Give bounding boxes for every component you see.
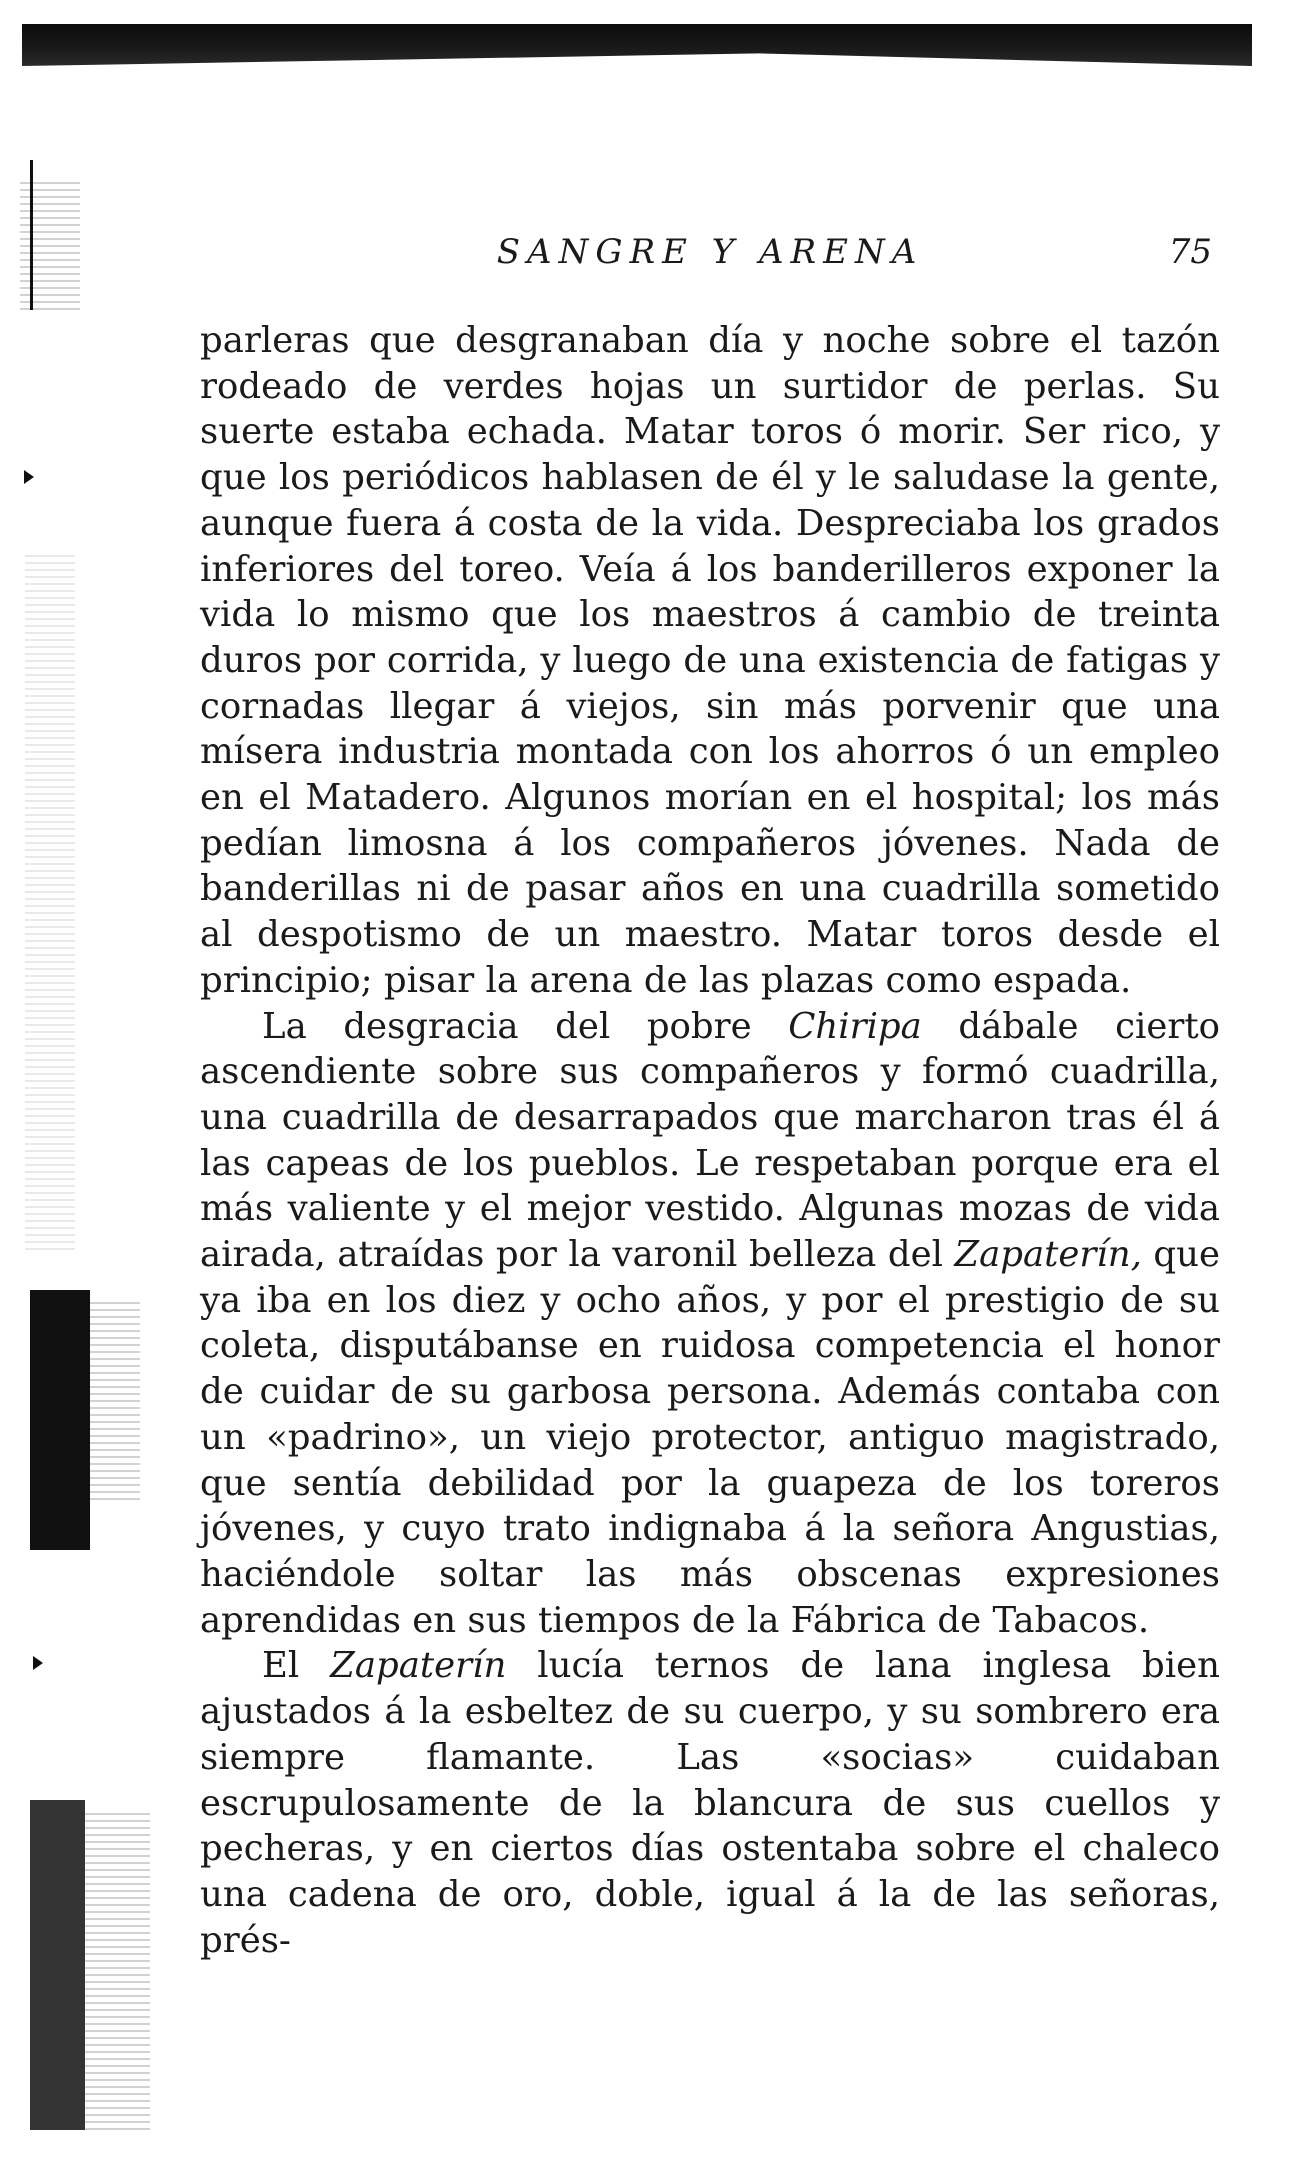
- text-run: que ya iba en los diez y ocho años, y por el prestigio de su coleta, disputábanse en ruidosa competencia el honor de cuidar de su garbosa persona. Además contaba con un «padrino», un viejo protector, antiguo magistrado, que sentía debilidad por la guapeza de los toreros jóvenes, y cuyo trato indignaba á la señora Angustias, haciéndole soltar las más obscenas expresiones aprendidas en sus tiempos de la Fábrica de Tabacos.: [200, 1234, 1220, 1641]
- italic-name: Chiripa: [788, 1005, 922, 1047]
- scan-top-bar: [22, 24, 1252, 66]
- edge-specks: [90, 1300, 140, 1500]
- paragraph: [200, 1004, 1220, 1644]
- text-run: dábale cierto ascendiente sobre sus compañeros y formó cuadrilla, una cuadrilla de desarrapados que marcharon tras él á las capeas de los pueblos. Le respetaban porque era el más valiente y el mejor vestido. Algunas mozas de vida airada, atraídas por la varonil belleza del: [200, 1005, 1220, 1276]
- paragraph: [200, 318, 1220, 1004]
- binding-edge: [0, 150, 150, 2150]
- italic-name: Zapaterín,: [954, 1234, 1142, 1276]
- page-header: [200, 230, 1220, 274]
- text-run: parleras que desgranaban día y noche sobre el tazón rodeado de verdes hojas un surtidor de perlas. Su suerte estaba echada. Matar toros ó morir. Ser rico, y que los periódicos hablasen de él y le saludase la gente, aunque fuera á costa de la vida. Despreciaba los grados inferiores del toreo. Veía á los banderilleros exponer la vida lo mismo que los maestros á cambio de treinta duros por corrida, y luego de una existencia de fatigas y cornadas llegar á viejos, sin más porvenir que una mísera industria montada con los ahorros ó un empleo en el Matadero. Algunos morían en el hospital; los más pedían limosna á los compañeros jóvenes. Nada de banderillas ni de pasar años en una cuadrilla sometido al despotismo de un maestro. Matar toros desde el principio; pisar la arena de las plazas como espada.: [200, 320, 1220, 1001]
- running-title: SANGRE Y ARENA: [496, 232, 924, 272]
- edge-specks: [85, 1810, 150, 2130]
- edge-arrow-icon: [33, 1656, 43, 1670]
- edge-arrow-icon: [24, 470, 34, 484]
- text-run: El: [262, 1645, 331, 1687]
- edge-block: [30, 1290, 90, 1550]
- text-run: lucía ternos de lana inglesa bien ajustados á la esbeltez de su cuerpo, y su sombrero era siempre flamante. Las «socias» cuidaban escrupulosamente de la blancura de sus cuellos y pecheras, y en ciertos días ostentaba sobre el chaleco una cadena de oro, doble, igual á la de las señoras, prés-: [200, 1645, 1220, 1961]
- edge-specks: [25, 550, 75, 1250]
- paragraph: [200, 1643, 1220, 1963]
- page-number: 75: [1168, 232, 1212, 272]
- text-run: La desgracia del pobre: [262, 1005, 789, 1047]
- body-text: [200, 318, 1220, 1963]
- edge-specks: [20, 180, 80, 310]
- italic-name: Zapaterín: [330, 1645, 507, 1687]
- edge-block: [30, 1800, 85, 2130]
